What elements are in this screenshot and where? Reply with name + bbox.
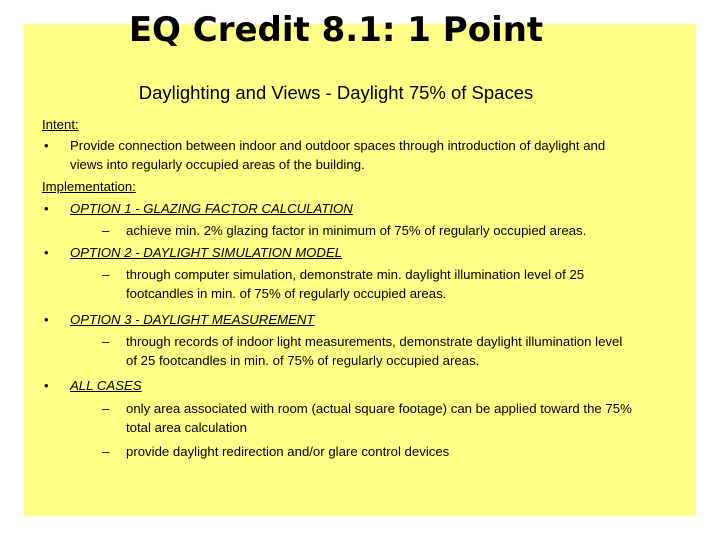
intent-bullet: • bbox=[44, 138, 49, 153]
all-cases-dash-1: – bbox=[102, 401, 110, 416]
all-cases-label: ALL CASES bbox=[70, 378, 142, 393]
all-cases-item2: provide daylight redirection and/or glare control devices bbox=[126, 444, 450, 459]
option1-dash: – bbox=[102, 223, 110, 238]
option3-text-line2: of 25 footcandles in min. of 75% of regularly occupied areas. bbox=[126, 353, 480, 368]
intent-text-line1: Provide connection between indoor and outdoor spaces through introduction of daylight and bbox=[70, 138, 606, 153]
implementation-heading: Implementation: bbox=[42, 179, 136, 194]
option2-label: OPTION 2 - DAYLIGHT SIMULATION MODEL bbox=[70, 245, 343, 260]
option2-text-line2: footcandles in min. of 75% of regularly occupied areas. bbox=[126, 286, 447, 301]
all-cases-dash-2: – bbox=[102, 444, 110, 459]
intent-heading: Intent: bbox=[42, 117, 79, 132]
option3-text-line1: through records of indoor light measurements, demonstrate daylight illumination level bbox=[126, 334, 623, 349]
option1-label: OPTION 1 - GLAZING FACTOR CALCULATION bbox=[70, 201, 353, 216]
option3-label: OPTION 3 - DAYLIGHT MEASUREMENT bbox=[70, 312, 315, 327]
option3-dash: – bbox=[102, 334, 110, 349]
option2-dash: – bbox=[102, 267, 110, 282]
all-cases-item1-line2: total area calculation bbox=[126, 420, 247, 435]
option2-bullet: • bbox=[44, 245, 49, 260]
all-cases-item1-line1: only area associated with room (actual square footage) can be applied toward the 75% bbox=[126, 401, 632, 416]
option3-bullet: • bbox=[44, 312, 49, 327]
slide-title: EQ Credit 8.1: 1 Point bbox=[128, 10, 544, 50]
option1-text: achieve min. 2% glazing factor in minimum of 75% of regularly occupied areas. bbox=[126, 223, 587, 238]
option1-bullet: • bbox=[44, 201, 49, 216]
slide-subtitle bbox=[0, 82, 696, 104]
intent-text-line2: views into regularly occupied areas of the building. bbox=[70, 157, 365, 172]
all-cases-bullet: • bbox=[44, 378, 49, 393]
subtitle-text: Daylighting and Views - Daylight 75% of Spaces bbox=[138, 82, 534, 103]
option2-text-line1: through computer simulation, demonstrate min. daylight illumination level of 25 bbox=[126, 267, 585, 282]
